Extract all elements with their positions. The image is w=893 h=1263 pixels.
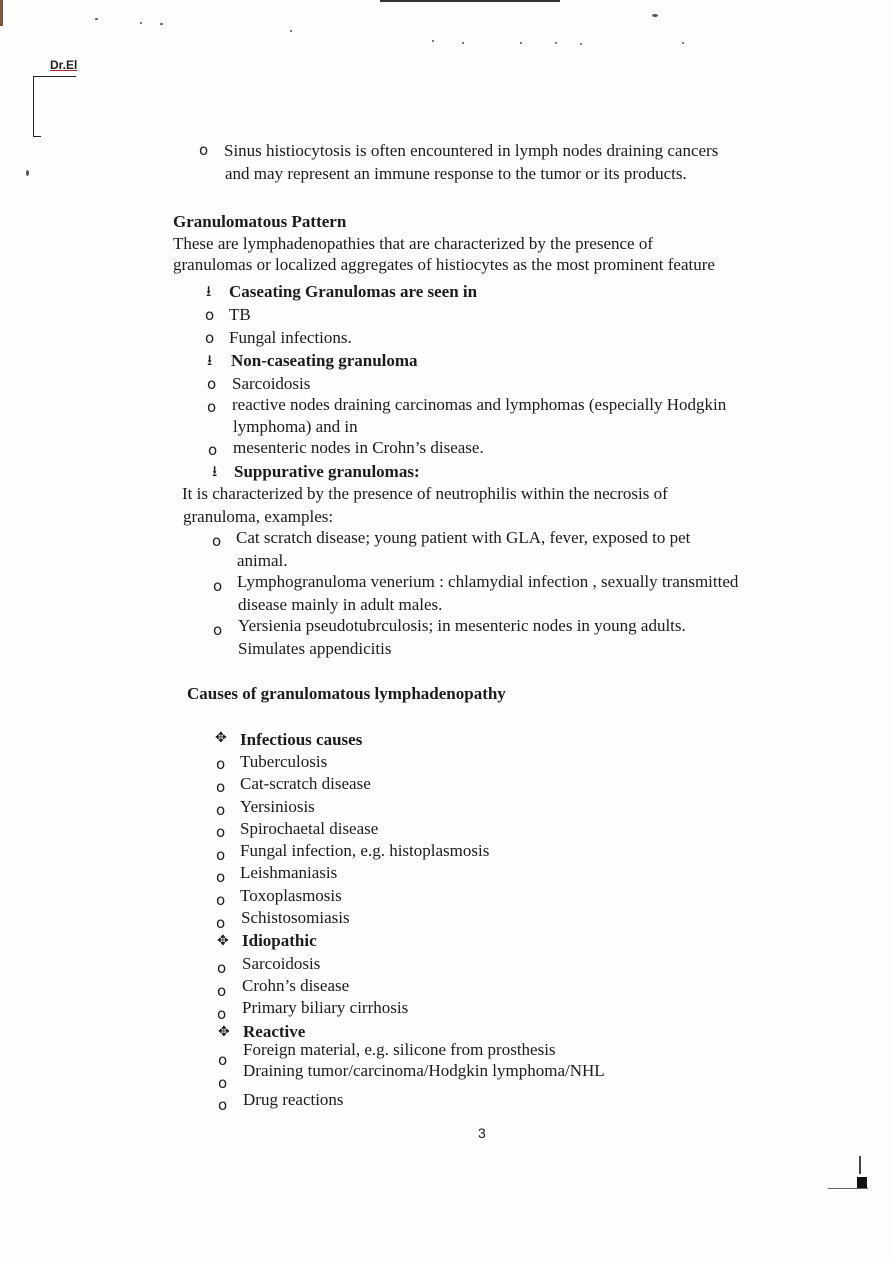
scan-top-line <box>380 0 560 2</box>
idiopathic-label: Idiopathic <box>242 931 317 950</box>
idiopathic-item: Sarcoidosis <box>242 954 321 973</box>
idiopathic-item: Primary biliary cirrhosis <box>242 998 409 1017</box>
bullet-circle-icon: o <box>207 375 217 393</box>
bullet-circle-icon: o <box>216 868 226 886</box>
suppurative-desc-2: granuloma, examples: <box>183 507 334 526</box>
scan-speck <box>462 42 464 44</box>
infectious-item: Yersiniosis <box>240 797 315 816</box>
bullet-circle-icon: o <box>205 306 215 324</box>
bullet-circle-icon: o <box>207 398 217 416</box>
scan-speck <box>95 18 98 20</box>
granulomatous-heading: Granulomatous Pattern <box>173 212 347 231</box>
noncaseating-item-continuation: lymphoma) and in <box>233 417 358 436</box>
reactive-label: Reactive <box>243 1022 306 1041</box>
bullet-circle-icon: o <box>212 532 222 550</box>
reactive-item: Draining tumor/carcinoma/Hodgkin lymphoma/NHL <box>243 1061 605 1080</box>
infectious-item: Fungal infection, e.g. histoplasmosis <box>240 841 490 860</box>
bullet-circle-icon: o <box>217 959 227 977</box>
granulomatous-intro-1: These are lymphadenopathies that are characterized by the presence of <box>173 234 654 253</box>
right-edge-tick <box>859 1156 861 1174</box>
noncaseating-item: reactive nodes draining carcinomas and lymphomas (especially Hodgkin <box>232 395 727 414</box>
bullet-circle-icon: o <box>216 801 226 819</box>
caseating-label: Caseating Granulomas are seen in <box>229 282 478 301</box>
diamond-bullet-icon: ✥ <box>217 933 229 949</box>
idiopathic-item: Crohn’s disease <box>242 976 350 995</box>
scan-speck <box>160 23 163 25</box>
suppurative-item-continuation: Simulates appendicitis <box>238 639 392 658</box>
suppurative-label: Suppurative granulomas: <box>234 462 420 481</box>
infectious-item: Cat-scratch disease <box>240 774 371 793</box>
page-number: 3 <box>478 1125 486 1141</box>
noncaseating-item: Sarcoidosis <box>232 374 311 393</box>
diamond-bullet-icon: ✥ <box>218 1024 230 1040</box>
bullet-circle-icon: o <box>216 823 226 841</box>
down-arrow-bullet-icon: ⭳ <box>206 282 212 300</box>
scan-speck <box>140 22 142 24</box>
bottom-right-line <box>828 1188 868 1189</box>
scan-speck <box>26 170 29 176</box>
intro-line-2: and may represent an immune response to the tumor or its products. <box>225 164 687 183</box>
bullet-circle-icon: o <box>216 891 226 909</box>
bullet-circle-icon: o <box>218 1096 228 1114</box>
bullet-circle-icon: o <box>216 755 226 773</box>
suppurative-item: Cat scratch disease; young patient with GLA, fever, exposed to pet <box>236 528 691 547</box>
bullet-circle-icon: o <box>205 329 215 347</box>
infectious-item: Tuberculosis <box>240 752 328 771</box>
scan-speck <box>555 42 557 44</box>
margin-bracket-tail <box>33 136 41 137</box>
diamond-bullet-icon: ✥ <box>215 730 227 746</box>
bullet-circle-icon: o <box>213 577 223 595</box>
bullet-circle-icon: o <box>217 1005 227 1023</box>
bullet-circle-icon: o <box>199 141 209 159</box>
caseating-item: Fungal infections. <box>229 328 352 347</box>
reactive-item: Foreign material, e.g. silicone from prosthesis <box>243 1040 556 1059</box>
infectious-item: Schistosomiasis <box>241 908 350 927</box>
scan-speck <box>682 42 684 44</box>
bullet-circle-icon: o <box>218 1051 228 1069</box>
causes-heading: Causes of granulomatous lymphadenopathy <box>187 684 506 703</box>
scan-speck <box>290 30 292 32</box>
bullet-circle-icon: o <box>208 441 218 459</box>
suppurative-desc-1: It is characterized by the presence of neutrophilis within the necrosis of <box>182 484 668 503</box>
caseating-item: TB <box>229 305 251 324</box>
reactive-item: Drug reactions <box>243 1090 344 1109</box>
infectious-item: Spirochaetal disease <box>240 819 379 838</box>
bullet-circle-icon: o <box>217 982 227 1000</box>
scan-left-edge-mark <box>0 0 3 26</box>
bullet-circle-icon: o <box>216 846 226 864</box>
granulomatous-intro-2: granulomas or localized aggregates of histiocytes as the most prominent feature <box>173 255 715 274</box>
suppurative-item: Yersienia pseudotubrculosis; in mesenteric nodes in young adults. <box>238 616 686 635</box>
scan-speck <box>520 42 522 44</box>
author-tag: Dr.El <box>50 58 78 72</box>
scan-speck <box>432 40 434 42</box>
scan-speck <box>652 14 658 17</box>
infectious-item: Toxoplasmosis <box>240 886 342 905</box>
down-arrow-bullet-icon: ⭳ <box>207 351 213 369</box>
scan-speck <box>580 43 582 45</box>
bullet-circle-icon: o <box>216 778 226 796</box>
bullet-circle-icon: o <box>213 621 223 639</box>
intro-line-1: Sinus histiocytosis is often encountered in lymph nodes draining cancers <box>224 141 719 160</box>
noncaseating-item: mesenteric nodes in Crohn’s disease. <box>233 438 484 457</box>
infectious-label: Infectious causes <box>240 730 363 749</box>
down-arrow-bullet-icon: ⭳ <box>212 462 218 480</box>
noncaseating-label: Non-caseating granuloma <box>231 351 418 370</box>
margin-bracket <box>33 76 76 137</box>
bullet-circle-icon: o <box>216 914 226 932</box>
suppurative-item-continuation: animal. <box>237 551 288 570</box>
suppurative-item-continuation: disease mainly in adult males. <box>238 595 443 614</box>
infectious-item: Leishmaniasis <box>240 863 338 882</box>
bullet-circle-icon: o <box>218 1074 228 1092</box>
suppurative-item: Lymphogranuloma venerium : chlamydial infection , sexually transmitted <box>237 572 739 591</box>
